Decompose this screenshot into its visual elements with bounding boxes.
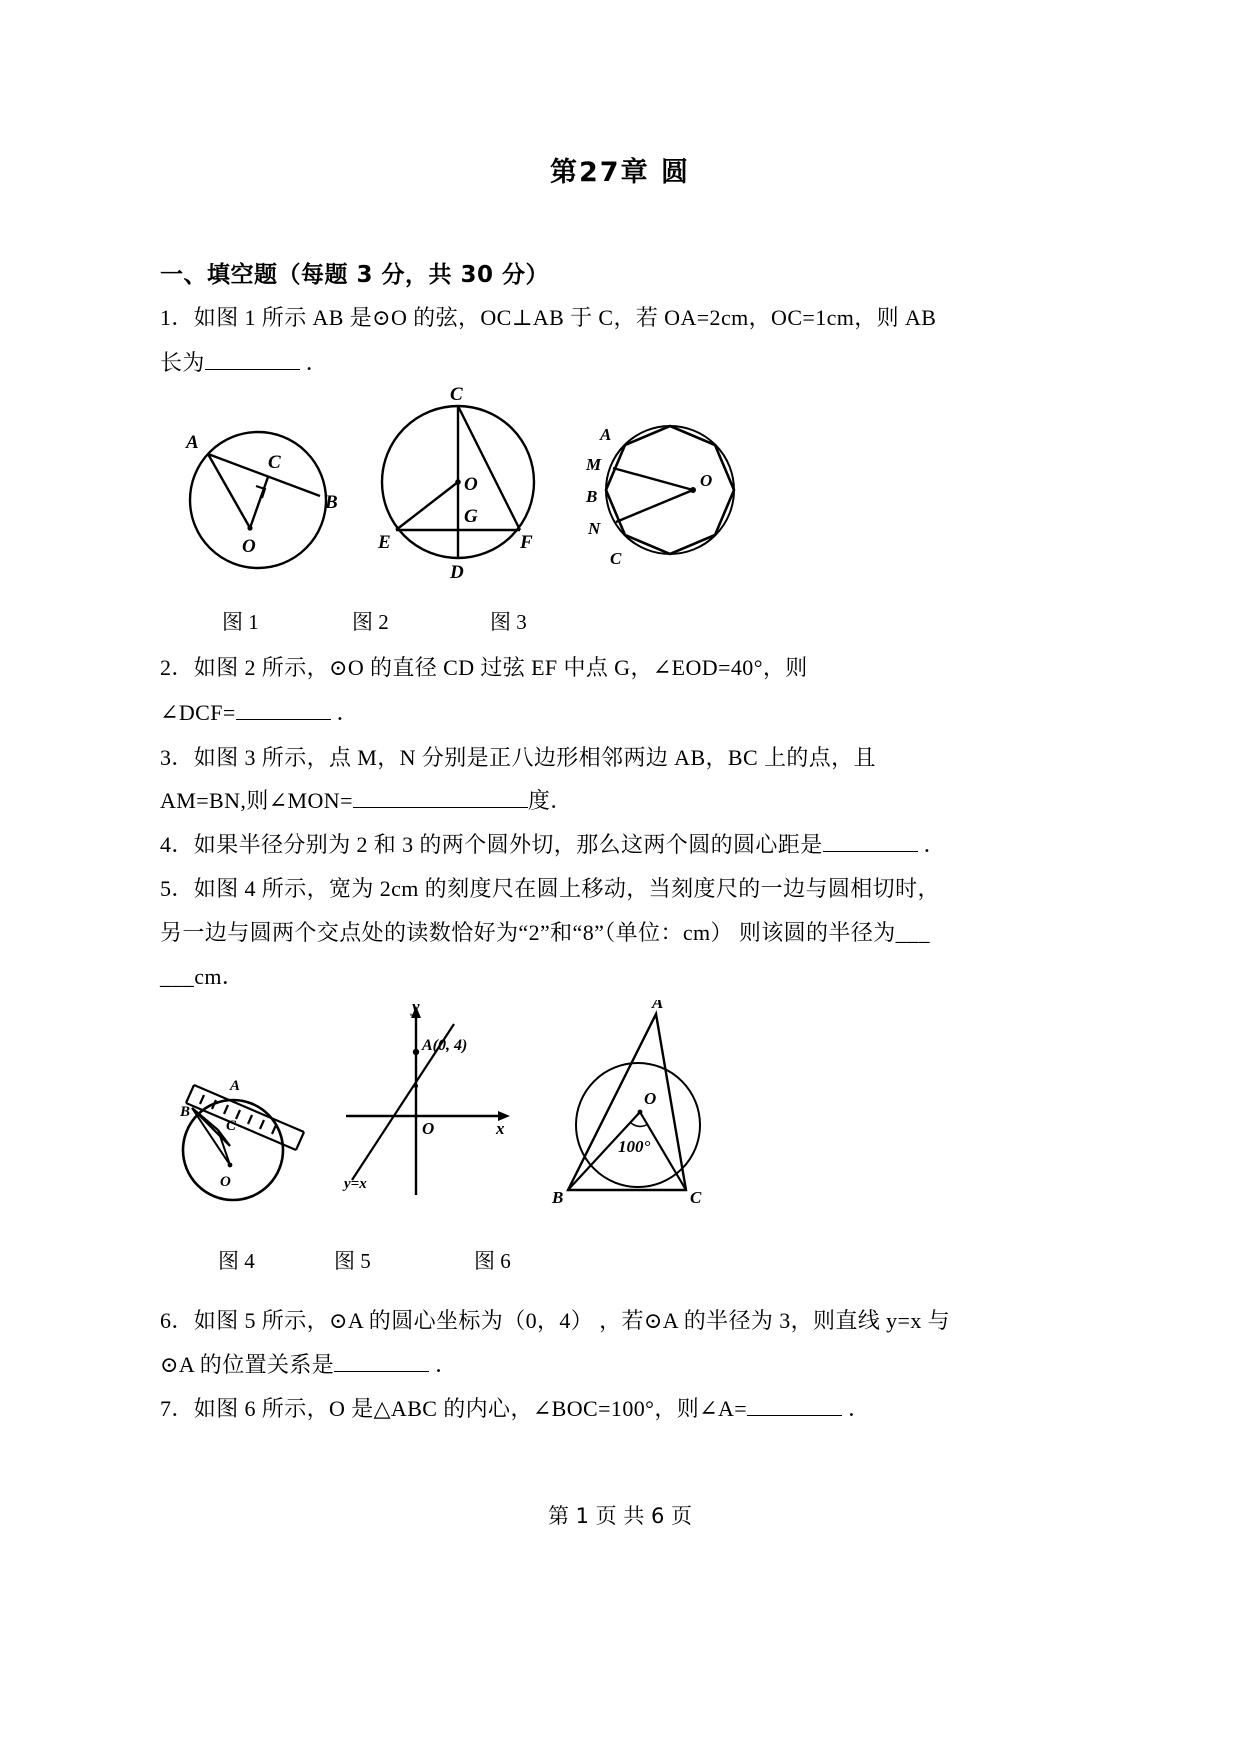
fig4-label-O: O — [220, 1174, 231, 1190]
figure-4 — [168, 1068, 318, 1218]
question-4-text-pre: 4．如果半径分别为 2 和 3 的两个圆外切，那么这两个圆的圆心距是 — [160, 832, 823, 857]
figure-caption-2: 图 2 — [352, 610, 389, 634]
question-4-line-1 — [160, 832, 946, 858]
fig6-label-angle-boc: 100° — [618, 1137, 651, 1156]
fig5-label-x-axis: x — [496, 1119, 505, 1138]
fig2-label-G: G — [464, 506, 478, 527]
fig4-label-B: B — [180, 1104, 191, 1120]
answer-blank-q6[interactable] — [334, 1371, 429, 1372]
figure-3 — [580, 412, 755, 577]
question-6-line-2 — [160, 1352, 458, 1378]
question-5-line-2: 另一边与圆两个交点处的读数恰好为“2”和“8”（单位：cm） 则该圆的半径为___ — [160, 920, 930, 945]
fig3-label-N: N — [588, 519, 601, 538]
answer-blank-q2[interactable] — [236, 719, 331, 720]
fig2-label-O: O — [464, 474, 478, 495]
question-5-line-3: ___cm． — [160, 964, 245, 989]
fig5-label-point-A: A(0, 4) — [422, 1037, 468, 1054]
figure-caption-5: 图 5 — [334, 1249, 371, 1273]
question-1-line-2 — [160, 350, 328, 376]
fig2-label-F: F — [520, 532, 533, 553]
answer-blank-q3[interactable] — [353, 807, 528, 808]
question-6-text-post: ． — [435, 1352, 458, 1377]
fig1-label-B: B — [325, 492, 338, 513]
figure-caption-4: 图 4 — [218, 1249, 255, 1273]
question-3-line-2 — [160, 788, 573, 814]
fig6-label-A: A — [652, 1000, 664, 1012]
question-1-line-1: 1．如图 1 所示 AB 是⊙O 的弦，OC⊥AB 于 C，若 OA=2cm，OC=1cm，则 AB — [160, 305, 937, 330]
fig3-label-O: O — [700, 471, 713, 490]
fig1-label-A: A — [186, 432, 199, 453]
question-1-text-pre: 长为 — [160, 350, 205, 375]
fig2-label-C: C — [450, 384, 463, 405]
answer-blank-q7[interactable] — [747, 1415, 842, 1416]
question-3-line-1: 3．如图 3 所示，点 M，N 分别是正八边形相邻两边 AB，BC 上的点，且 — [160, 745, 876, 770]
figure-1 — [168, 400, 348, 585]
question-2-line-2 — [160, 700, 359, 726]
question-6-text-pre: ⊙A 的位置关系是 — [160, 1352, 335, 1377]
fig4-label-A: A — [230, 1078, 241, 1094]
fig2-label-D: D — [450, 562, 464, 582]
fig3-label-A: A — [600, 425, 612, 444]
answer-blank-q4[interactable] — [823, 851, 918, 852]
question-1-text-post: ． — [305, 350, 329, 375]
page-footer: 第 1 页 共 6 页 — [547, 1504, 693, 1528]
question-2-text-post: ． — [336, 700, 359, 725]
fig4-label-C: C — [226, 1118, 237, 1134]
question-7-line-1 — [160, 1396, 870, 1422]
figure-caption-3: 图 3 — [490, 610, 527, 634]
fig6-label-O: O — [644, 1089, 657, 1108]
fig1-label-O: O — [242, 536, 256, 557]
fig3-label-M: M — [586, 455, 602, 474]
question-4-text-post: ． — [923, 832, 946, 857]
question-2-line-1: 2．如图 2 所示，⊙O 的直径 CD 过弦 EF 中点 G，∠EOD=40°，则 — [160, 655, 808, 680]
question-7-text-post: ． — [847, 1396, 871, 1421]
figure-2 — [368, 382, 553, 587]
page-title: 第27章 圆 — [550, 157, 690, 188]
question-5-line-1: 5．如图 4 所示，宽为 2cm 的刻度尺在圆上移动，当刻度尺的一边与圆相切时， — [160, 876, 940, 901]
figure-5 — [338, 1000, 518, 1210]
question-6-line-1: 6．如图 5 所示，⊙A 的圆心坐标为（0，4） ，若⊙A 的半径为 3，则直线 y=x 与 — [160, 1308, 951, 1333]
fig6-label-C: C — [690, 1188, 702, 1205]
question-3-text-pre: AM=BN,则∠MON= — [160, 788, 353, 813]
fig5-label-line-equation: y=x — [344, 1176, 367, 1192]
fig3-label-C: C — [610, 549, 622, 568]
fig3-label-B: B — [586, 487, 598, 506]
answer-blank-q1[interactable] — [205, 369, 300, 370]
section-heading-fill-in-blanks: 一、填空题（每题 3 分，共 30 分） — [160, 262, 550, 288]
figure-caption-1: 图 1 — [222, 610, 259, 634]
figure-6 — [548, 1000, 723, 1210]
fig2-label-E: E — [378, 532, 391, 553]
figure-caption-6: 图 6 — [474, 1249, 511, 1273]
fig6-label-B: B — [552, 1188, 564, 1205]
fig5-label-y-axis: y — [412, 1000, 420, 1016]
question-2-text-pre: ∠DCF= — [160, 700, 236, 725]
fig1-label-C: C — [268, 452, 281, 473]
fig5-label-O: O — [422, 1119, 435, 1138]
question-3-text-post: 度． — [527, 788, 573, 813]
question-7-text-pre: 7．如图 6 所示，O 是△ABC 的内心，∠BOC=100°，则∠A= — [160, 1396, 748, 1421]
